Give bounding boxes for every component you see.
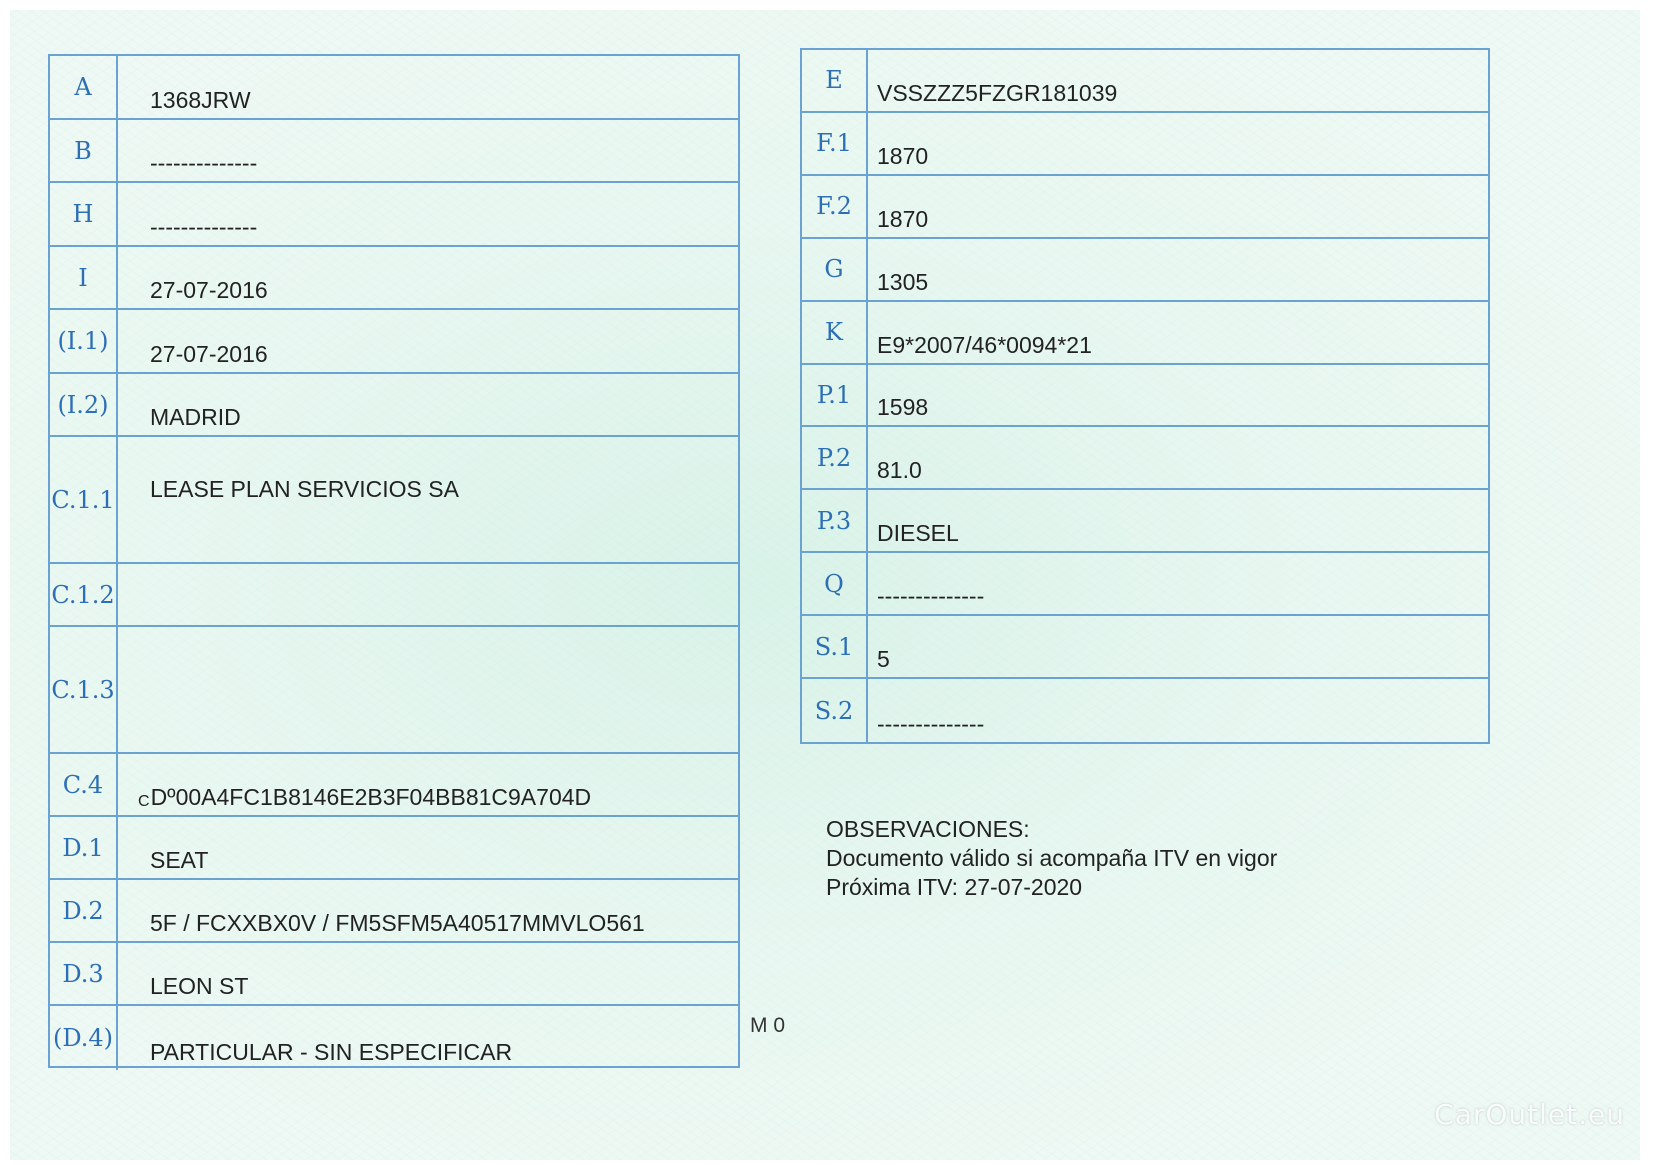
field-label-q: Q [802, 553, 868, 616]
field-label-b: B [50, 120, 118, 183]
field-label-c11: C.1.1 [50, 437, 118, 564]
field-label-p2: P.2 [802, 427, 868, 490]
field-value-d3: LEON ST [118, 943, 738, 1006]
field-label-g: G [802, 239, 868, 302]
field-value-d1: SEAT [118, 817, 738, 880]
field-label-s1: S.1 [802, 616, 868, 679]
field-label-a: A [50, 56, 118, 120]
field-value-e: VSSZZZ5FZGR181039 [868, 50, 1488, 113]
field-label-i2: (I.2) [50, 374, 118, 437]
field-value-a: 1368JRW [118, 56, 738, 120]
field-label-d2: D.2 [50, 880, 118, 943]
field-value-s2: -------------- [877, 711, 985, 737]
field-label-e: E [802, 50, 868, 113]
observations-title: OBSERVACIONES: [826, 816, 1030, 842]
field-value-d2: 5F / FCXXBX0V / FM5SFM5A40517MMVLO561 [118, 880, 738, 943]
field-value-h: -------------- [118, 183, 738, 247]
field-label-f2: F.2 [802, 176, 868, 239]
observations-block [826, 815, 1277, 902]
field-value-f1: 1870 [868, 113, 1488, 176]
field-value-c12 [118, 564, 738, 627]
field-label-f1: F.1 [802, 113, 868, 176]
field-label-p1: P.1 [802, 365, 868, 428]
field-value-q: -------------- [868, 553, 1488, 616]
field-label-c12: C.1.2 [50, 564, 118, 627]
field-label-p3: P.3 [802, 490, 868, 553]
field-value-s1: 5 [868, 616, 1488, 679]
watermark-logo: CarOutlet.eu [1434, 1098, 1625, 1131]
c4-prefix: C [138, 793, 150, 810]
field-value-p1: 1598 [868, 365, 1488, 428]
field-value-p3: DIESEL [868, 490, 1488, 553]
field-label-c13: C.1.3 [50, 627, 118, 754]
field-value-g: 1305 [868, 239, 1488, 302]
right-fields-table [800, 48, 1490, 744]
field-label-d4: (D.4) [50, 1006, 118, 1070]
c4-code: Dº00A4FC1B8146E2B3F04BB81C9A704D [150, 784, 592, 810]
field-label-c4: C.4 [50, 754, 118, 817]
field-label-i: I [50, 247, 118, 310]
field-value-d4: PARTICULAR - SIN ESPECIFICAR [150, 1039, 513, 1065]
field-label-h: H [50, 183, 118, 247]
observations-line-2: Próxima ITV: 27-07-2020 [826, 874, 1083, 900]
field-value-i: 27-07-2016 [118, 247, 738, 310]
document-mark: M 0 [750, 1014, 786, 1037]
field-label-i1: (I.1) [50, 310, 118, 374]
field-value-b: -------------- [118, 120, 738, 183]
field-value-f2: 1870 [868, 176, 1488, 239]
field-value-c11: LEASE PLAN SERVICIOS SA [118, 437, 738, 564]
left-fields-table [48, 54, 740, 1068]
field-label-d1: D.1 [50, 817, 118, 880]
field-value-c13 [118, 627, 738, 754]
field-value-p2: 81.0 [868, 427, 1488, 490]
field-value-c4 [118, 754, 738, 817]
observations-line-1: Documento válido si acompaña ITV en vigor [826, 845, 1278, 871]
field-label-d3: D.3 [50, 943, 118, 1006]
field-label-s2: S.2 [802, 679, 868, 742]
field-label-k: K [802, 302, 868, 365]
field-value-i1: 27-07-2016 [118, 310, 738, 374]
field-value-k: E9*2007/46*0094*21 [868, 302, 1488, 365]
field-value-i2: MADRID [118, 374, 738, 437]
